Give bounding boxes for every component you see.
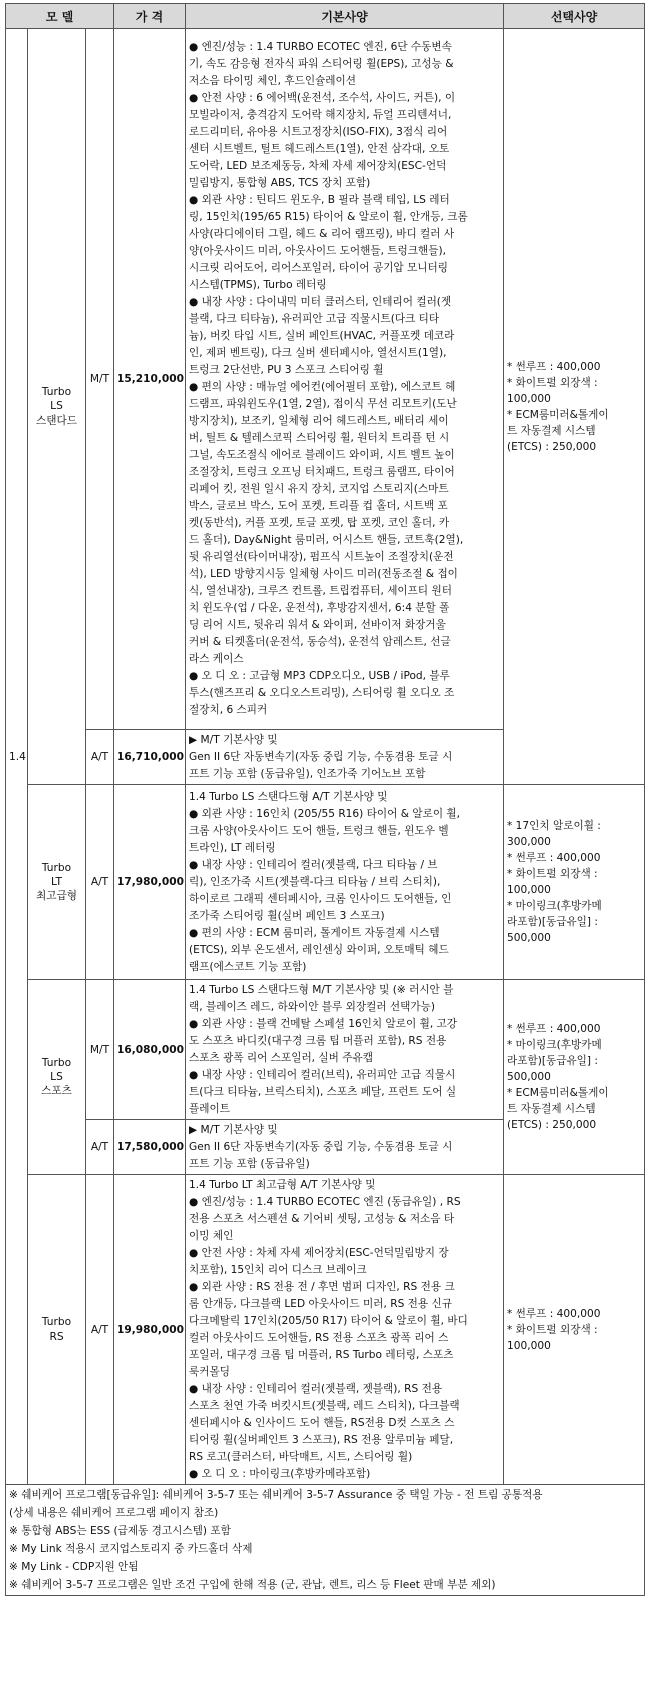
text-line: ● 편의 사양 : ECM 룸미러, 톨게이트 자동결제 시스템: [189, 926, 440, 939]
text-line: 저소음 타이밍 체인, 후드인슐레이션: [189, 75, 356, 87]
trim-name-line: Turbo: [41, 1056, 72, 1069]
text-line: 도 스포츠 바디킷(대구경 크롬 팁 머플러 포함), RS 전용: [189, 1034, 447, 1047]
text-line: 스포츠 천연 가죽 버킷시트(젯블랙, 레드 스티치), 다크블랙: [189, 1399, 460, 1412]
basic-spec-cell: [186, 785, 504, 980]
text-line: (상세 내용은 쉐비케어 프로그램 페이지 참조): [9, 1507, 219, 1519]
text-line: 뒷 유리열선(타이머내장), 펌프식 시트높이 조절장치(운전: [189, 551, 454, 563]
text-line: ▶ M/T 기본사양 및: [189, 733, 278, 746]
text-line: * 17인치 알로이휠 :: [507, 820, 601, 832]
text-line: 스포츠 광폭 리어 스포일러, 실버 주유캡: [189, 1051, 373, 1064]
basic-spec-cell: [186, 980, 504, 1120]
table-row: [6, 785, 645, 980]
text-line: Gen II 6단 자동변속기(자동 중립 기능, 수동겸용 토글 시: [189, 750, 453, 763]
text-line: ● 외관 사양 : 블랙 건메탈 스페셜 16인치 알로이 휠, 고강: [189, 1017, 458, 1030]
text-line: ※ My Link - CDP지원 안됨: [9, 1561, 139, 1573]
notes-row: [6, 1485, 645, 1596]
text-line: 밀림방지, 통합형 ABS, TCS 장치 포함): [189, 177, 371, 189]
text-line: 투스(핸즈프리 & 오디오스트리밍), 스티어링 휠 오디오 조: [189, 687, 455, 699]
text-line: 트 자동결제 시스템: [507, 1103, 596, 1115]
trim-cell: [28, 785, 86, 980]
text-line: 사양(라디에이터 그릴, 헤드 & 리어 램프링), 바디 컬러 사: [189, 228, 455, 240]
text-line: 롬 안개등, 다크블랙 LED 아웃사이드 미러, RS 전용 신규: [189, 1297, 452, 1310]
text-line: ● 외관 사양 : RS 전용 전 / 후면 범퍼 디자인, RS 전용 크: [189, 1280, 455, 1293]
text-line: * 화이트펄 외장색 :: [507, 1323, 598, 1336]
trim-name-line: 최고급형: [36, 890, 77, 903]
text-line: 트 자동결제 시스템: [507, 424, 596, 437]
text-line: ● 오 디 오 : 고급형 MP3 CDP오디오, USB / iPod, 블루: [189, 670, 450, 682]
text-line: 석), LED 방향지시등 일체형 사이드 미러(전동조절 & 접이: [189, 568, 458, 580]
text-line: 컬러 아웃사이드 도어핸들, RS 전용 스포츠 광폭 리어 스: [189, 1331, 449, 1344]
text-line: ● 안전 사양 : 6 에어백(운전석, 조수석, 사이드, 커튼), 이: [189, 92, 456, 104]
text-line: 하이로르 그래픽 센터페시아, 크롬 인사이드 도어핸들, 인: [189, 892, 452, 905]
text-line: 박스, 글로브 박스, 도어 포켓, 트리플 컵 홀더, 시트백 포: [189, 500, 448, 512]
trim-cell: [28, 29, 86, 785]
trim-name-line: LT: [51, 875, 62, 888]
text-line: 켓(동반석), 커플 포켓, 토글 포켓, 탑 포켓, 코인 홀더, 카: [189, 517, 450, 529]
text-line: 리페어 킷, 전원 일시 유지 장치, 코지업 스토리지(스마트: [189, 483, 449, 495]
text-line: * 마이링크(후방카메: [507, 900, 602, 912]
price-cell: 16,710,000: [114, 730, 186, 785]
price-cell: 15,210,000: [114, 29, 186, 730]
text-line: ● 엔진/성능 : 1.4 TURBO ECOTEC 엔진 (동급유일) , RS: [189, 1195, 461, 1208]
trim-cell: [28, 980, 86, 1175]
text-line: 릭), 인조가죽 시트(젯블랙-다크 티타늄 / 브릭 스티치),: [189, 875, 441, 888]
text-line: 100,000: [507, 884, 551, 896]
text-line: 라스 케이스: [189, 653, 244, 665]
text-line: 드 홀더), Day&Night 룸미러, 어시스트 핸들, 코트훅(2열),: [189, 534, 464, 546]
text-line: ※ 쉐비케어 3-5-7 프로그램은 일반 조건 구입에 한해 적용 (군, 관납, 렌트, 리스 등 Fleet 판매 부분 제외): [9, 1579, 496, 1591]
text-line: 이밍 체인: [189, 1229, 234, 1242]
table-row: [6, 1175, 645, 1485]
header-model: 모 델: [6, 4, 114, 29]
transmission-cell: M/T: [86, 29, 114, 730]
basic-spec-cell: [186, 29, 504, 730]
text-line: 시스템(TPMS), Turbo 레터링: [189, 279, 327, 291]
text-line: ● 내장 사양 : 인테리어 컬러(젯블랙, 다크 티타늄 / 브: [189, 858, 438, 871]
text-line: 늄), 버킷 타입 시트, 실버 페인트(HVAC, 커플포켓 데코라: [189, 330, 455, 342]
text-line: 조절장치, 트렁크 오프닝 터치패드, 트렁크 룸램프, 타이어: [189, 466, 455, 478]
text-line: ● 내장 사양 : 다이내믹 미터 클러스터, 인테리어 컬러(젯: [189, 296, 452, 308]
trim-name-line: 스탠다드: [36, 414, 77, 427]
notes-cell: [6, 1485, 645, 1596]
text-line: ● 오 디 오 : 마이링크(후방카메라포함): [189, 1467, 371, 1480]
text-line: 커버 & 티켓홀더(운전석, 동승석), 운전석 암레스트, 선글: [189, 636, 451, 648]
text-line: ※ 통합형 ABS는 ESS (급제동 경고시스템) 포함: [9, 1525, 231, 1537]
text-line: 양(아웃사이드 미러, 아웃사이드 도어핸들, 트렁크핸들),: [189, 245, 446, 257]
text-line: 센터페시아 & 인사이드 도어 핸들, RS전용 D컷 스포츠 스: [189, 1416, 455, 1429]
text-line: 프트 기능 포함 (동급유일): [189, 1157, 310, 1170]
text-line: 버, 틸트 & 텔레스코픽 스티어링 휠, 원터치 트리플 턴 시: [189, 432, 450, 444]
text-line: 1.4 Turbo LS 스탠다드형 A/T 기본사양 및: [189, 790, 388, 803]
text-line: ● 내장 사양 : 인테리어 컬러(브릭), 유러피안 고급 직물시: [189, 1068, 456, 1081]
trim-cell: [28, 1175, 86, 1485]
text-line: 프트 기능 포함 (동급유일), 인조가죽 기어노브 포함: [189, 767, 426, 780]
text-line: 방지장치), 보조키, 일체형 리어 헤드레스트, 배터리 세이: [189, 415, 449, 427]
text-line: 트렁크 2단선반, PU 3 스포크 스티어링 휠: [189, 364, 384, 376]
options-cell: [504, 29, 645, 785]
text-line: ● 안전 사양 : 차체 자세 제어장치(ESC-언덕밀림방지 장: [189, 1246, 449, 1259]
header-basic: 기본사양: [186, 4, 504, 29]
text-line: 시크릿 리어도어, 리어스포일러, 타이어 공기압 모니터링: [189, 262, 448, 274]
transmission-cell: A/T: [86, 1175, 114, 1485]
price-cell: 17,580,000: [114, 1120, 186, 1175]
text-line: * 썬루프 : 400,000: [507, 1023, 601, 1035]
price-cell: 16,080,000: [114, 980, 186, 1120]
text-line: ● 편의 사양 : 매뉴얼 에어컨(에어필터 포함), 에스코트 헤: [189, 381, 456, 393]
text-line: * ECM룸미러&톨게이: [507, 408, 609, 421]
text-line: 300,000: [507, 836, 551, 848]
engine-cell: 1.4: [6, 29, 28, 1485]
text-line: 라포함)[동급유일] :: [507, 916, 598, 928]
text-line: 절장치, 6 스피커: [189, 704, 268, 716]
transmission-cell: A/T: [86, 1120, 114, 1175]
options-cell: [504, 980, 645, 1175]
options-cell: [504, 785, 645, 980]
table-body: [6, 29, 645, 1596]
table-row: [6, 29, 645, 730]
options-cell: [504, 1175, 645, 1485]
text-line: 포일러, 대구경 크롬 팁 머플러, RS Turbo 레터링, 스포츠: [189, 1348, 454, 1361]
text-line: 1.4 Turbo LT 최고급형 A/T 기본사양 및: [189, 1178, 376, 1191]
price-cell: 17,980,000: [114, 785, 186, 980]
text-line: ▶ M/T 기본사양 및: [189, 1123, 278, 1136]
text-line: * ECM룸미러&톨게이: [507, 1087, 609, 1099]
text-line: 치 윈도우(업 / 다운, 운전석), 후방감지센서, 6:4 분할 폴: [189, 602, 450, 614]
text-line: 블랙, 다크 티타늄), 유러피안 고급 직물시트(다크 티타: [189, 313, 440, 325]
text-line: ※ My Link 적용시 코지업스토리지 중 카드홀더 삭제: [9, 1543, 253, 1555]
table-row: [6, 980, 645, 1120]
text-line: 링, 15인치(195/65 R15) 타이어 & 알로이 휠, 안개등, 크롬: [189, 211, 468, 223]
text-line: ※ 쉐비케어 프로그램[동급유일]: 쉐비케어 3-5-7 또는 쉐비케어 3-5-7 Assurance 중 택일 가능 - 전 트림 공통적용: [9, 1489, 543, 1501]
trim-name-line: LS: [50, 1070, 63, 1083]
text-line: 딩 리어 시트, 뒷유리 워셔 & 와이퍼, 선바이저 화장거울: [189, 619, 446, 631]
text-line: 트라인), LT 레터링: [189, 841, 276, 854]
text-line: (ETCS), 외부 온도센서, 레인센싱 와이퍼, 오토매틱 헤드: [189, 943, 449, 956]
text-line: 500,000: [507, 1071, 551, 1083]
transmission-cell: A/T: [86, 730, 114, 785]
text-line: Gen II 6단 자동변속기(자동 중립 기능, 수동겸용 토글 시: [189, 1140, 453, 1153]
trim-name-line: RS: [49, 1330, 64, 1343]
text-line: (ETCS) : 250,000: [507, 1119, 597, 1131]
price-cell: 19,980,000: [114, 1175, 186, 1485]
text-line: RS 로고(클러스터, 바닥매트, 시트, 스티어링 휠): [189, 1450, 413, 1463]
text-line: 램프(에스코트 기능 포함): [189, 960, 307, 973]
text-line: 치포함), 15인치 리어 디스크 브레이크: [189, 1263, 367, 1276]
text-line: 인, 제퍼 벤트링), 다크 실버 센터페시아, 열선시트(1열),: [189, 347, 447, 359]
text-line: 100,000: [507, 1339, 551, 1352]
header-options: 선택사양: [504, 4, 645, 29]
text-line: (ETCS) : 250,000: [507, 440, 597, 453]
trim-name-line: Turbo: [41, 861, 72, 874]
trim-name-line: Turbo: [41, 386, 72, 399]
text-line: 센터 시트벨트, 틸트 헤드레스트(1열), 안전 삼각대, 오토: [189, 143, 450, 155]
text-line: ● 내장 사양 : 인테리어 컬러(젯블랙, 젯블랙), RS 전용: [189, 1382, 443, 1395]
text-line: 모빌라이저, 충격감지 도어락 해지장치, 듀얼 프리텐셔너,: [189, 109, 452, 121]
text-line: 티어링 휠(실버페인트 3 스포크), RS 전용 알루미늄 페달,: [189, 1433, 454, 1446]
text-line: 기, 속도 감응형 전자식 파워 스티어링 휠(EPS), 고성능 &: [189, 58, 454, 70]
text-line: 500,000: [507, 932, 551, 944]
basic-spec-cell: [186, 1120, 504, 1175]
text-line: * 썬루프 : 400,000: [507, 852, 601, 864]
text-line: 그널, 속도조절식 에어로 블레이드 와이퍼, 시트 벨트 높이: [189, 449, 455, 461]
text-line: 조가죽 스티어링 휠(실버 페인트 3 스포크): [189, 909, 385, 922]
text-line: 플레이트: [189, 1102, 230, 1115]
trim-name-line: LS: [50, 400, 63, 413]
text-line: 트(다크 티타늄, 브릭스티치), 스포츠 페달, 프런트 도어 실: [189, 1085, 457, 1098]
text-line: 룩커몰딩: [189, 1365, 230, 1378]
text-line: 크롬 사양(아웃사이드 도어 핸들, 트렁크 핸들, 윈도우 벨: [189, 824, 449, 837]
text-line: ● 엔진/성능 : 1.4 TURBO ECOTEC 엔진, 6단 수동변속: [189, 41, 452, 53]
text-line: 100,000: [507, 392, 551, 405]
basic-spec-cell: [186, 730, 504, 785]
text-line: 1.4 Turbo LS 스탠다드형 M/T 기본사양 및 (※ 러시안 블: [189, 983, 454, 996]
header-price: 가 격: [114, 4, 186, 29]
text-line: * 화이트펄 외장색 :: [507, 376, 598, 389]
text-line: ● 외관 사양 : 16인치 (205/55 R16) 타이어 & 알로이 휠,: [189, 807, 461, 820]
text-line: * 썬루프 : 400,000: [507, 1307, 601, 1320]
trim-name-line: Turbo: [41, 1316, 72, 1329]
text-line: 도어락, LED 보조제동등, 차체 자세 제어장치(ESC-언덕: [189, 160, 447, 172]
price-spec-table: [5, 3, 645, 1596]
transmission-cell: A/T: [86, 785, 114, 980]
text-line: 다크메탈릭 17인치(205/50 R17) 타이어 & 알로이 휠, 바디: [189, 1314, 468, 1327]
basic-spec-cell: [186, 1175, 504, 1485]
trim-name-line: 스포츠: [41, 1085, 72, 1098]
text-line: 로드리미터, 유아용 시트고정장치(ISO-FIX), 3점식 리어: [189, 126, 448, 138]
text-line: ● 외관 사양 : 틴티드 윈도우, B 필라 블랙 테입, LS 레터: [189, 194, 450, 206]
text-line: * 마이링크(후방카메: [507, 1039, 602, 1051]
transmission-cell: M/T: [86, 980, 114, 1120]
text-line: 라포함)[동급유일] :: [507, 1055, 598, 1067]
text-line: * 썬루프 : 400,000: [507, 360, 601, 373]
text-line: 드램프, 파워윈도우(1열, 2열), 접이식 무선 리모트키(도난: [189, 398, 457, 410]
text-line: 랙, 블레이즈 레드, 하와이안 블루 외장컬러 선택가능): [189, 1000, 435, 1013]
text-line: 전용 스포츠 서스펜션 & 기어비 셋팅, 고성능 & 저소음 타: [189, 1212, 455, 1225]
text-line: 식, 열선내장), 크루즈 컨트롤, 트립컴퓨터, 세이프티 원터: [189, 585, 452, 597]
text-line: * 화이트펄 외장색 :: [507, 868, 598, 880]
header-row: [6, 4, 645, 29]
